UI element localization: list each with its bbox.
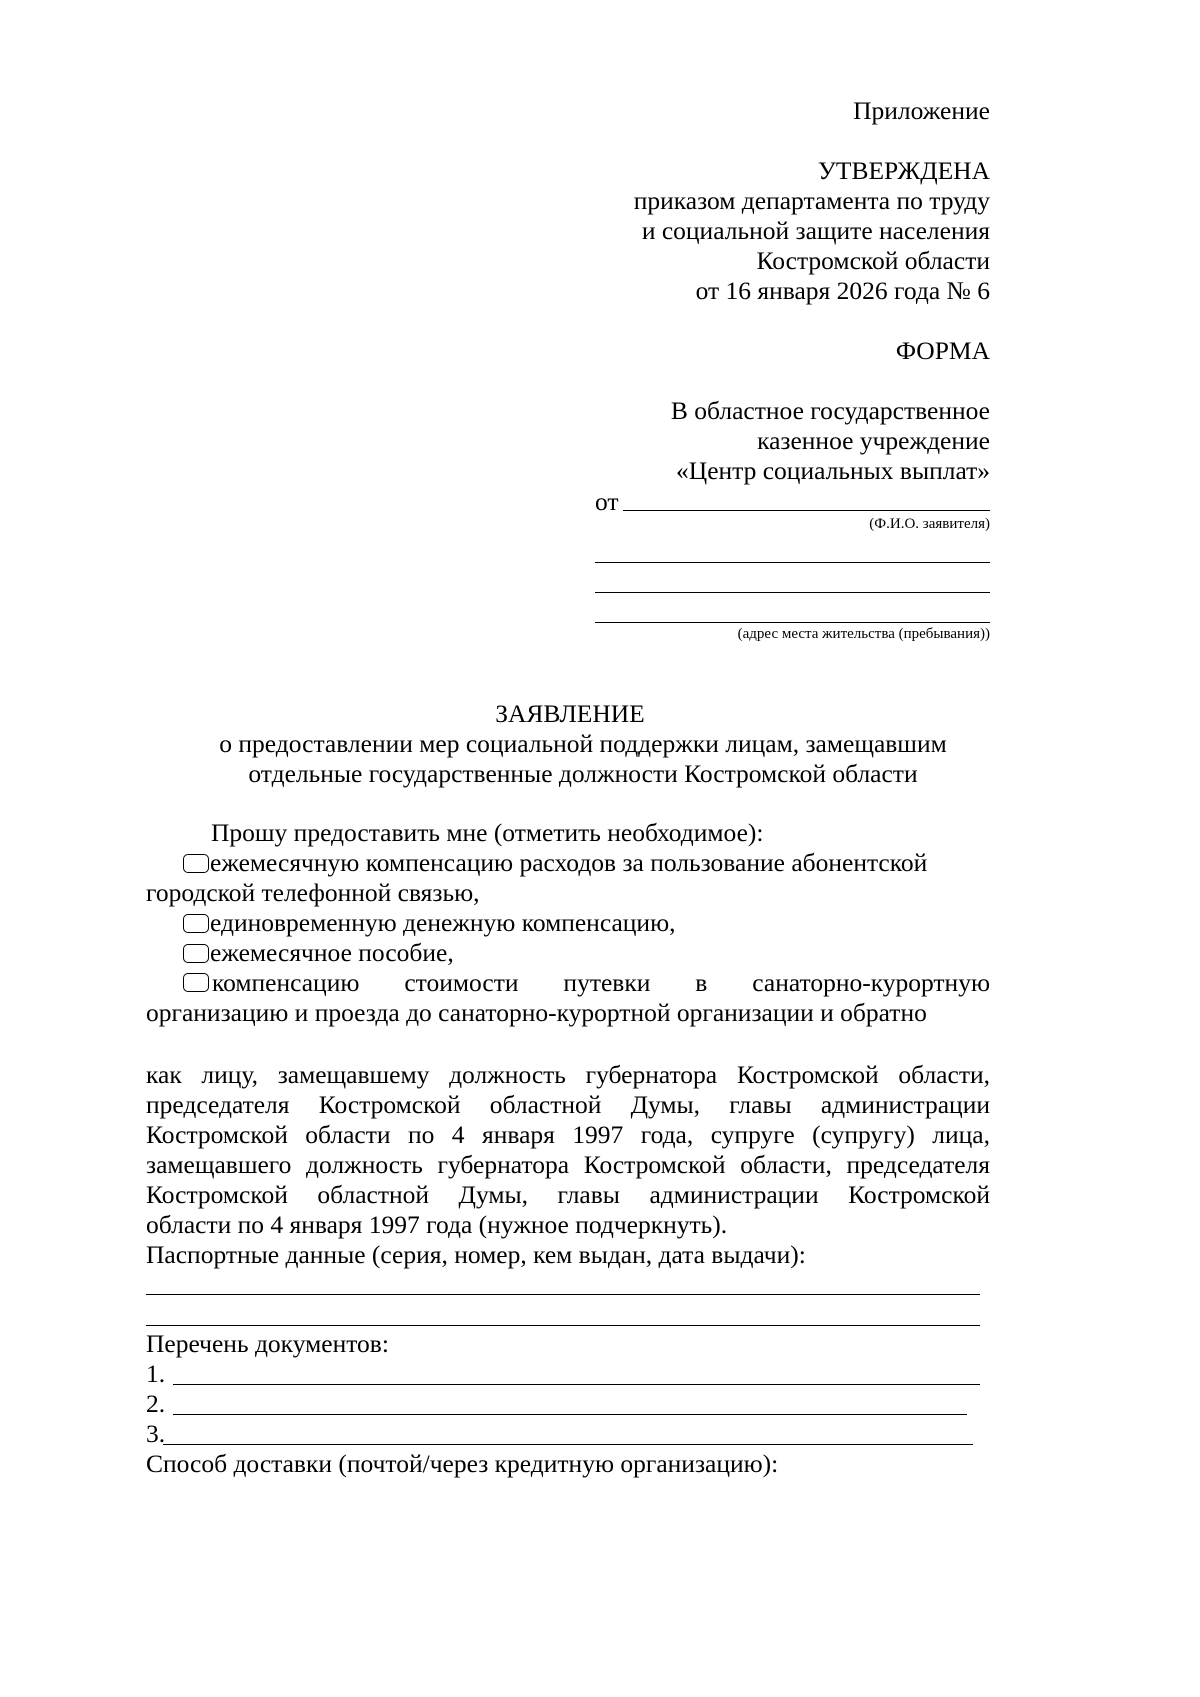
basis-line: области по 4 января 1997 года (нужное подчеркнуть). <box>146 1210 728 1239</box>
option-monthly-phone <box>183 850 990 876</box>
addressee-line: В областное государственное <box>670 396 990 425</box>
fio-hint: (Ф.И.О. заявителя) <box>869 516 990 532</box>
document-number: 3. <box>146 1419 166 1448</box>
option-text: ежемесячную компенсацию расходов за пользование абонентской <box>210 848 928 877</box>
document-subtitle: о предоставлении мер социальной поддержки лицам, замещавшим <box>219 729 947 758</box>
option-lump-sum-checkbox[interactable] <box>183 914 209 933</box>
form-label: ФОРМА <box>895 336 990 365</box>
document-field-2[interactable] <box>173 1414 967 1415</box>
option-sanatorium-checkbox[interactable] <box>183 973 209 992</box>
basis-line: как лицу, замещавшему должность губернатора Костромской области, <box>146 1060 990 1089</box>
option-monthly-phone-checkbox[interactable] <box>183 854 209 873</box>
approved-line: от 16 января 2026 года № 6 <box>695 276 990 305</box>
approved-heading: УТВЕРЖДЕНА <box>817 156 990 185</box>
appendix-label: Приложение <box>853 96 990 125</box>
option-text: ежемесячное пособие, <box>210 938 454 967</box>
option-text-continued: городской телефонной связью, <box>146 878 480 907</box>
address-field-line-1[interactable] <box>595 562 990 563</box>
option-text: единовременную денежную компенсацию, <box>210 908 676 937</box>
passport-label: Паспортные данные (серия, номер, кем выдан, дата выдачи): <box>146 1240 806 1269</box>
option-monthly-allowance <box>183 940 454 966</box>
document-field-1[interactable] <box>173 1384 980 1385</box>
address-field-line-3[interactable] <box>595 622 990 623</box>
from-label: от <box>595 487 619 516</box>
addressee-line: казенное учреждение <box>757 426 990 455</box>
basis-line: замещавшего должность губернатора Костромской области, председателя <box>146 1150 990 1179</box>
basis-line: председателя Костромской областной Думы, главы администрации <box>146 1090 990 1119</box>
delivery-label: Способ доставки (почтой/через кредитную организацию): <box>146 1449 779 1478</box>
address-hint: (адрес места жительства (пребывания)) <box>737 626 990 642</box>
option-lump-sum <box>183 910 676 936</box>
applicant-name-field[interactable] <box>623 510 990 511</box>
passport-field-line-2[interactable] <box>146 1325 980 1326</box>
document-title: ЗАЯВЛЕНИЕ <box>495 699 645 728</box>
basis-line: Костромской областной Думы, главы администрации Костромской <box>146 1180 990 1209</box>
passport-field-line-1[interactable] <box>146 1294 980 1295</box>
option-sanatorium <box>183 970 990 996</box>
approved-line: Костромской области <box>756 246 990 275</box>
document-field-3[interactable] <box>163 1444 973 1445</box>
document-number: 1. <box>146 1359 166 1388</box>
document-subtitle: отдельные государственные должности Костромской области <box>248 759 918 788</box>
option-monthly-allowance-checkbox[interactable] <box>183 944 209 963</box>
option-text: компенсацию стоимости путевки в санаторно-курортную <box>212 968 990 997</box>
addressee-line: «Центр социальных выплат» <box>676 456 990 485</box>
address-field-line-2[interactable] <box>595 592 990 593</box>
option-text-continued: организацию и проезда до санаторно-курортной организации и обратно <box>146 998 927 1027</box>
request-intro: Прошу предоставить мне (отметить необходимое): <box>211 818 764 847</box>
documents-label: Перечень документов: <box>146 1329 389 1358</box>
basis-line: Костромской области по 4 января 1997 года, супруге (супругу) лица, <box>146 1120 990 1149</box>
approved-line: и социальной защите населения <box>641 216 990 245</box>
approved-line: приказом департамента по труду <box>633 186 990 215</box>
document-number: 2. <box>146 1389 166 1418</box>
